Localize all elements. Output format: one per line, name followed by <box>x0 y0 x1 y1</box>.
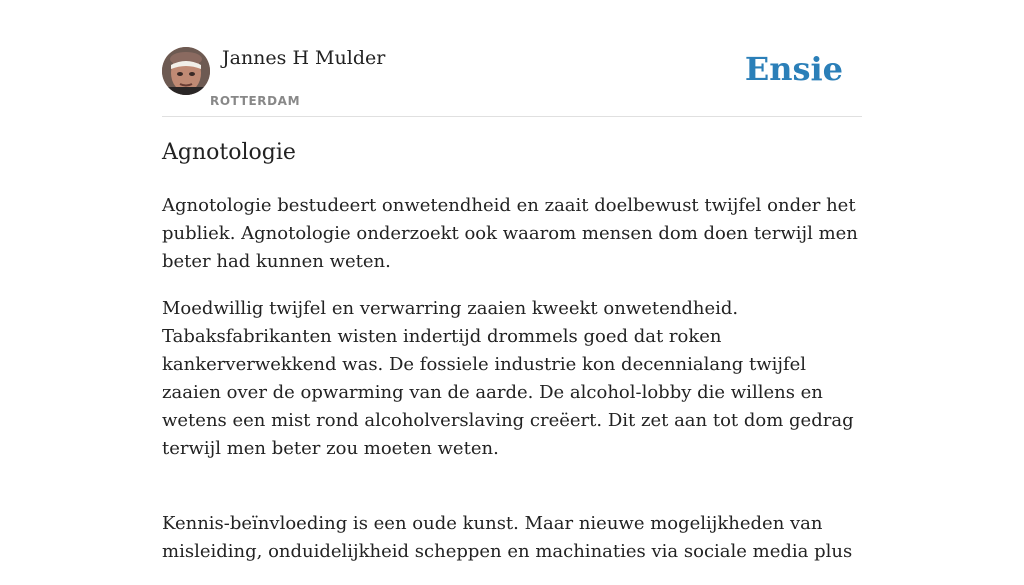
author-avatar[interactable] <box>162 47 210 95</box>
paragraph-3: Kennis-beïnvloeding is een oude kunst. Maar nieuwe mogelijkheden van misleiding, onduidelijkheid scheppen en machinaties via sociale media plus <box>162 513 853 562</box>
article-body <box>162 192 862 585</box>
author-name[interactable]: Jannes H Mulder <box>222 47 386 69</box>
paragraph-2: Moedwillig twijfel en verwarring zaaien kweekt onwetendheid. Tabaksfabrikanten wisten indertijd drommels goed dat roken kankerverwekkend was. De fossiele industrie kon decennialang twijfel zaaien over de opwarming van de aarde. De alcohol-lobby die willens en wetens een mist rond alcoholverslaving creëert. Dit zet aan tot dom gedrag terwijl men beter zou moeten weten. <box>162 298 854 459</box>
ensie-logo[interactable]: Ensie <box>744 50 843 88</box>
author-header <box>162 38 862 117</box>
author-photo-icon <box>162 47 210 95</box>
article-title: Agnotologie <box>162 140 296 165</box>
author-location: ROTTERDAM <box>210 94 301 108</box>
paragraph-1: Agnotologie bestudeert onwetendheid en zaait doelbewust twijfel onder het publiek. Agnotologie onderzoekt ook waarom mensen dom doen terwijl men beter had kunnen weten. <box>162 195 858 272</box>
